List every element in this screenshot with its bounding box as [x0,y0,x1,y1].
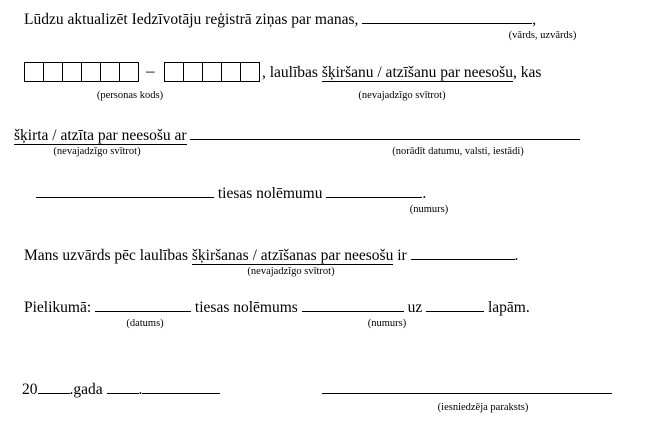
code-cell[interactable] [81,62,101,82]
code-cell[interactable] [43,62,63,82]
attachment-date-blank[interactable] [95,296,191,312]
line-6-text-c: uz [407,299,423,316]
caption-nevajadzigo-svitrot-3: (nevajadzīgo svītrot) [247,266,335,277]
line-5-text-a: Mans uzvārds pēc laulības [24,247,188,264]
surname-after-blank[interactable] [411,244,515,260]
line-3-strike-option[interactable]: šķirta / atzīta par neesošu ar [14,127,187,144]
code-cell[interactable] [62,62,82,82]
code-cell[interactable] [202,62,222,82]
code-separator-dash: – [146,61,155,80]
caption-numurs-1: (numurs) [409,204,449,215]
line-5-text-c: ir [397,247,407,264]
caption-iesniedzeja-paraksts: (iesniedzēja paraksts) [437,402,529,413]
decision-blank-left[interactable] [36,182,214,198]
caption-personas-kods: (personas kods) [96,90,164,101]
decision-number-blank[interactable] [326,182,422,198]
line-2-text-a: , laulības [262,64,318,81]
day-blank[interactable] [107,378,139,394]
form-line-1 [24,8,536,28]
line-6-text-b: tiesas nolēmums [194,299,298,316]
caption-noradit-datumu: (norādīt datumu, valsti, iestādi) [392,146,524,157]
month-blank[interactable] [142,378,220,394]
caption-numurs-2: (numurs) [367,318,407,329]
caption-nevajadzigo-svitrot-2: (nevajadzīgo svītrot) [53,146,141,157]
form-line-6 [24,296,530,316]
line-4-text: tiesas nolēmumu [217,185,323,202]
code-cell[interactable] [24,62,44,82]
line-5-period: . [514,247,519,264]
line-7-text-b: .gada [69,381,103,398]
line-2-strike-option[interactable]: šķiršanu / atzīšanu par neesošu [321,64,513,81]
line-7-text-c: . [138,381,143,398]
caption-name-surname: (vārds, uzvārds) [508,30,577,41]
line-6-text-d: lapām. [487,299,530,316]
line-1-comma: , [532,11,537,28]
attachment-pages-blank[interactable] [426,296,484,312]
code-cell[interactable] [119,62,139,82]
form-line-2 [262,64,541,82]
court-details-blank[interactable] [190,124,580,140]
form-line-4 [36,182,426,202]
code-cell[interactable] [164,62,184,82]
code-cell[interactable] [221,62,241,82]
line-6-text-a: Pielikumā: [24,299,92,316]
attachment-number-blank[interactable] [302,296,404,312]
line-7-text-a: 20 [22,381,38,398]
line-2-text-c: , kas [512,64,542,81]
caption-nevajadzigo-svitrot-1: (nevajadzīgo svītrot) [358,90,446,101]
code-cell[interactable] [100,62,120,82]
name-surname-blank[interactable] [362,8,532,24]
line-4-period: . [422,185,427,202]
form-line-3 [14,124,580,145]
code-cell[interactable] [183,62,203,82]
form-line-5 [24,244,518,265]
form-line-7-signature [322,378,612,398]
form-line-7-date [22,378,220,398]
caption-datums: (datums) [126,318,164,329]
year-blank[interactable] [38,378,70,394]
line-1-text: Lūdzu aktualizēt Iedzīvotāju reģistrā ziņas par manas, [24,11,359,28]
line-5-strike-option[interactable]: šķiršanas / atzīšanas par neesošu [191,247,394,264]
personal-code-group-1[interactable] [24,62,138,82]
signature-blank[interactable] [322,378,612,394]
personal-code-group-2[interactable] [164,62,259,82]
code-cell[interactable] [240,62,260,82]
